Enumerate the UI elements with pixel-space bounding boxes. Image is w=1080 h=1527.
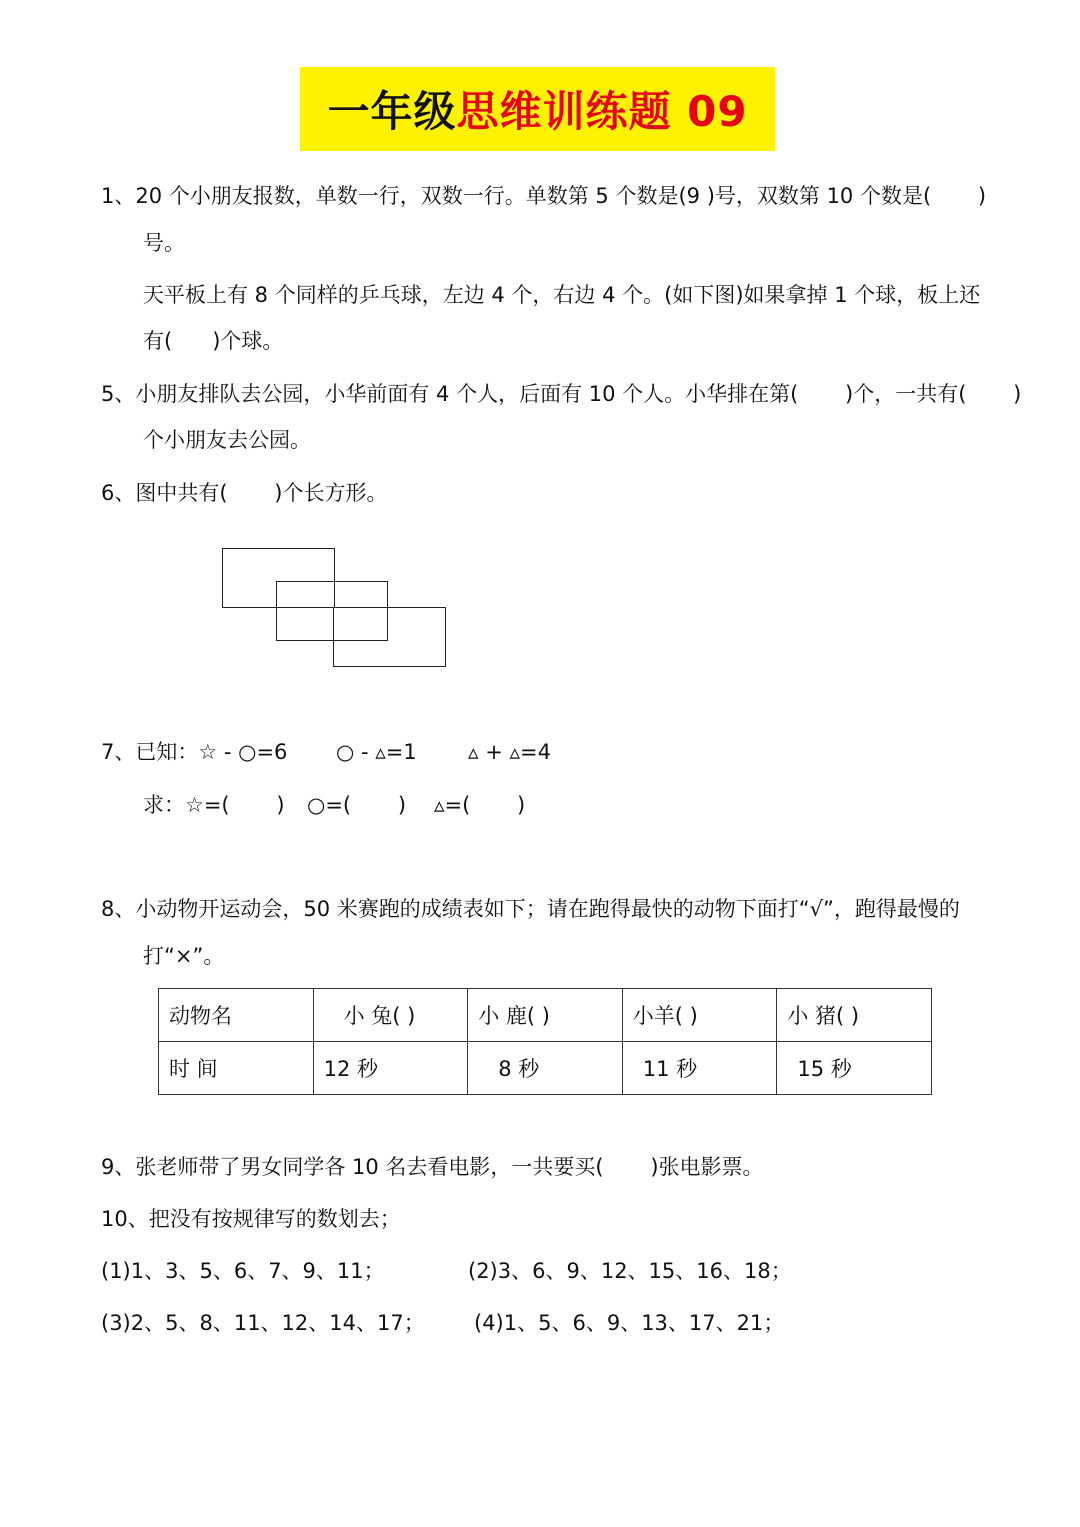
q5-line2: 个小朋友去公园。	[143, 428, 311, 452]
q10-title: 10、把没有按规律写的数划去；	[101, 1207, 401, 1231]
q10-item-1: (1)1、3、5、6、7、9、11；	[101, 1259, 385, 1283]
page-title	[300, 67, 775, 151]
q8-line1: 8、小动物开运动会，50 米赛跑的成绩表如下；请在跑得最快的动物下面打“√”，跑得最慢的	[101, 897, 960, 921]
table-cell: 8 秒	[468, 1042, 623, 1095]
q6-text: 6、图中共有( )个长方形。	[101, 481, 388, 505]
q1-line1: 1、20 个小朋友报数，单数一行，双数一行。单数第 5 个数是(9 )号，双数第 10 个数是( )	[101, 184, 987, 208]
table-cell: 小 兔( )	[313, 989, 468, 1042]
table-header-row	[159, 989, 932, 1042]
q10-item-2: (2)3、6、9、12、15、16、18；	[468, 1259, 792, 1283]
title-topic: 思维训练题 09	[456, 87, 748, 136]
q7-ask-star: ☆=( )	[185, 793, 285, 817]
q7-eq-star-circle: ☆ - ○=6	[198, 740, 288, 764]
q7-prefix: 7、已知：	[101, 740, 199, 764]
table-cell: 小 猪( )	[777, 989, 932, 1042]
q5-line1: 5、小朋友排队去公园，小华前面有 4 个人，后面有 10 个人。小华排在第( )个，一共有( )	[101, 382, 1022, 406]
q7-eq-circle-triangle: ○ - ▵=1	[336, 740, 417, 764]
q9-text: 9、张老师带了男女同学各 10 名去看电影，一共要买( )张电影票。	[101, 1155, 764, 1179]
q8-line2: 打“×”。	[143, 944, 225, 968]
table-cell: 15 秒	[777, 1042, 932, 1095]
ball-question-line1: 天平板上有 8 个同样的乒乓球，左边 4 个，右边 4 个。(如下图)如果拿掉 1 个球，板上还	[143, 283, 981, 307]
table-cell: 11 秒	[622, 1042, 777, 1095]
q7-ask-circle: ○=( )	[307, 793, 407, 817]
table-row	[159, 1042, 932, 1095]
title-grade: 一年级	[327, 87, 457, 136]
rectangle-bottom-right	[333, 607, 446, 667]
ball-question-line2: 有( )个球。	[143, 329, 284, 353]
q7-ask-prefix: 求：	[143, 793, 185, 817]
q1-line2: 号。	[143, 231, 185, 255]
q7-eq-triangle-sum: ▵ + ▵=4	[468, 740, 551, 764]
q10-item-3: (3)2、5、8、11、12、14、17；	[101, 1311, 425, 1335]
q7-given	[101, 738, 287, 766]
rectangles-figure	[222, 548, 448, 670]
q7-ask	[143, 791, 285, 819]
table-cell: 时 间	[159, 1042, 314, 1095]
table-cell: 12 秒	[313, 1042, 468, 1095]
table-cell: 小羊( )	[622, 989, 777, 1042]
q10-item-4: (4)1、5、6、9、13、17、21；	[474, 1311, 785, 1335]
table-cell: 动物名	[159, 989, 314, 1042]
q7-ask-triangle: ▵=( )	[434, 793, 526, 817]
table-cell: 小 鹿( )	[468, 989, 623, 1042]
race-results-table	[158, 988, 932, 1095]
